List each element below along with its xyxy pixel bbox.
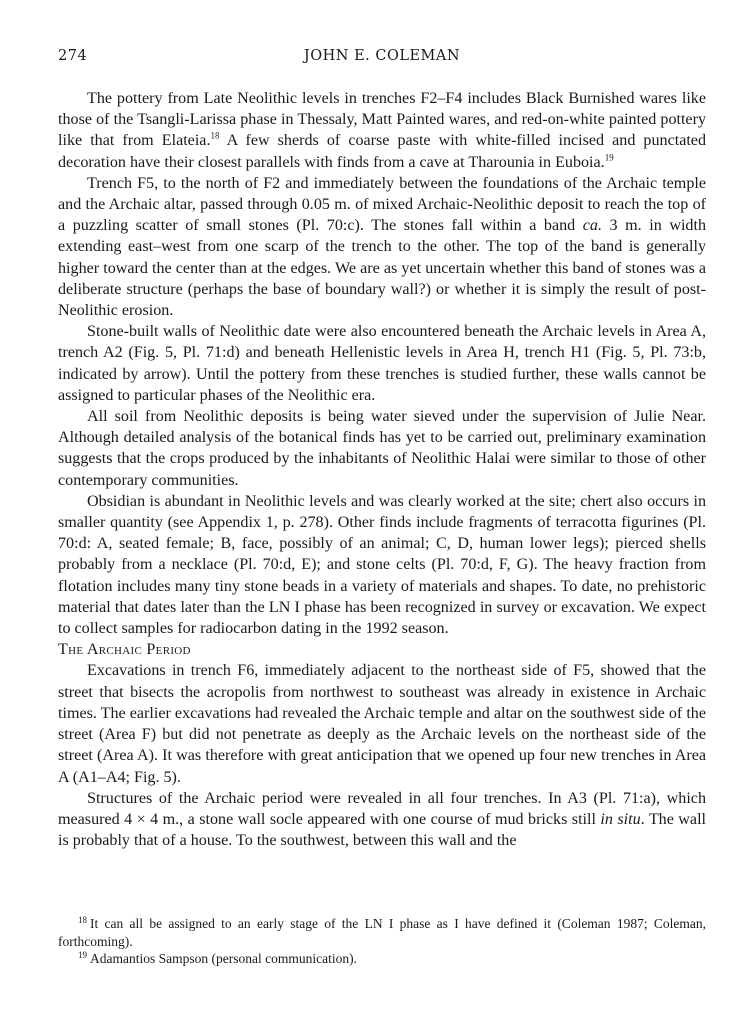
paragraph-water-sieving: All soil from Neolithic deposits is being water sieved under the supervision of Julie Near. Although detailed analysis of the botanical finds has yet to be carried out, preliminary examination suggests that the crops produced by the inhabitants of Neolithic Halai were similar to those of other contemporary communities. xyxy=(58,408,706,489)
running-header xyxy=(58,48,706,68)
paragraph-stone-built-walls: Stone-built walls of Neolithic date were also encountered beneath the Archaic levels in Area A, trench A2 (Fig. 5, Pl. 71:d) and beneath Hellenistic levels in Area H, trench H1 (Fig. 5, Pl. 73:b, indicated by arrow). Until the pottery from these trenches is studied further, these walls cannot be assigned to particular phases of the Neolithic era. xyxy=(58,323,706,404)
paragraph-late-neolithic-pottery: The pottery from Late Neolithic levels in trenches F2–F4 includes Black Burnished wares like those of the Tsangli-Larissa phase in Thessaly, Matt Painted wares, and red-on-white painted pottery like that from Elateia.$^{18}$ A few sherds of coarse paste with white-filled incised and punctated decoration have their closest parallels with finds from a cave at Tharounia in Euboia.$^{19}$ xyxy=(58,90,706,171)
footnote-18: $^{18}$ It can all be assigned to an early stage of the LN I phase as I have defined it (Coleman 1987; Coleman, forthcoming). xyxy=(58,914,706,949)
footnote-19: $^{19}$ Adamantios Sampson (personal communication). xyxy=(78,949,357,966)
footnote-mark: 18 xyxy=(78,914,87,925)
running-head-author: JOHN E. COLEMAN xyxy=(303,48,461,64)
footnote-ref-18[interactable]: 18 xyxy=(210,131,220,142)
footnote-ref-19[interactable]: 19 xyxy=(604,152,614,163)
body-text xyxy=(58,88,706,851)
paragraph-archaic-structures: Structures of the Archaic period were revealed in all four trenches. In A3 (Pl. 71:a), which measured 4 × 4 m., a stone wall socle appeared with one course of mud bricks still in situ. The wall is probably that of a house. To the southwest, between this wall and the xyxy=(58,789,707,850)
paragraph-trench-f5: Trench F5, to the north of F2 and immediately between the foundations of the Archaic temple and the Archaic altar, passed through 0.05 m. of mixed Archaic-Neolithic deposit to reach the top of a puzzling scatter of small stones (Pl. 70:c). The stones fall within a band ca. 3 m. in width extending east–west from one scarp of the trench to the other. The top of the band is generally higher toward the center than at the edges. We are as yet uncertain whether this band of stones was a deliberate structure (perhaps the base of boundary wall?) or whether it is simply the result of post-Neolithic erosion. xyxy=(58,174,706,320)
section-heading-archaic-period: The Archaic Period xyxy=(58,641,191,659)
paragraph-trench-f6: Excavations in trench F6, immediately adjacent to the northeast side of F5, showed that the street that bisects the acropolis from northwest to southeast was already in existence in Archaic times. The earlier excavations had revealed the Archaic temple and altar on the southwest side of the street (Area F) but did not penetrate as deeply as the Archaic levels on the northeast side of the street (Area A). It was therefore with great anticipation that we opened up four new trenches in Area A (A1–A4; Fig. 5). xyxy=(58,662,706,786)
footnotes xyxy=(58,915,706,968)
paragraph-obsidian-finds: Obsidian is abundant in Neolithic levels and was clearly worked at the site; chert also occurs in smaller quantity (see Appendix 1, p. 278). Other finds include fragments of terracotta figurines (Pl. 70:d: A, seated female; B, face, possibly of an animal; C, D, human lower legs); pierced shells probably from a necklace (Pl. 70:d, E); and stone celts (Pl. 70:d, F, G). The heavy fraction from flotation includes many tiny stone beads in a variety of materials and shapes. To date, no prehistoric material that dates later than the LN I phase has been recognized in survey or excavation. We expect to collect samples for radiocarbon dating in the 1992 season. xyxy=(58,492,706,638)
page-number: 274 xyxy=(58,48,88,64)
footnote-mark: 19 xyxy=(78,949,87,960)
